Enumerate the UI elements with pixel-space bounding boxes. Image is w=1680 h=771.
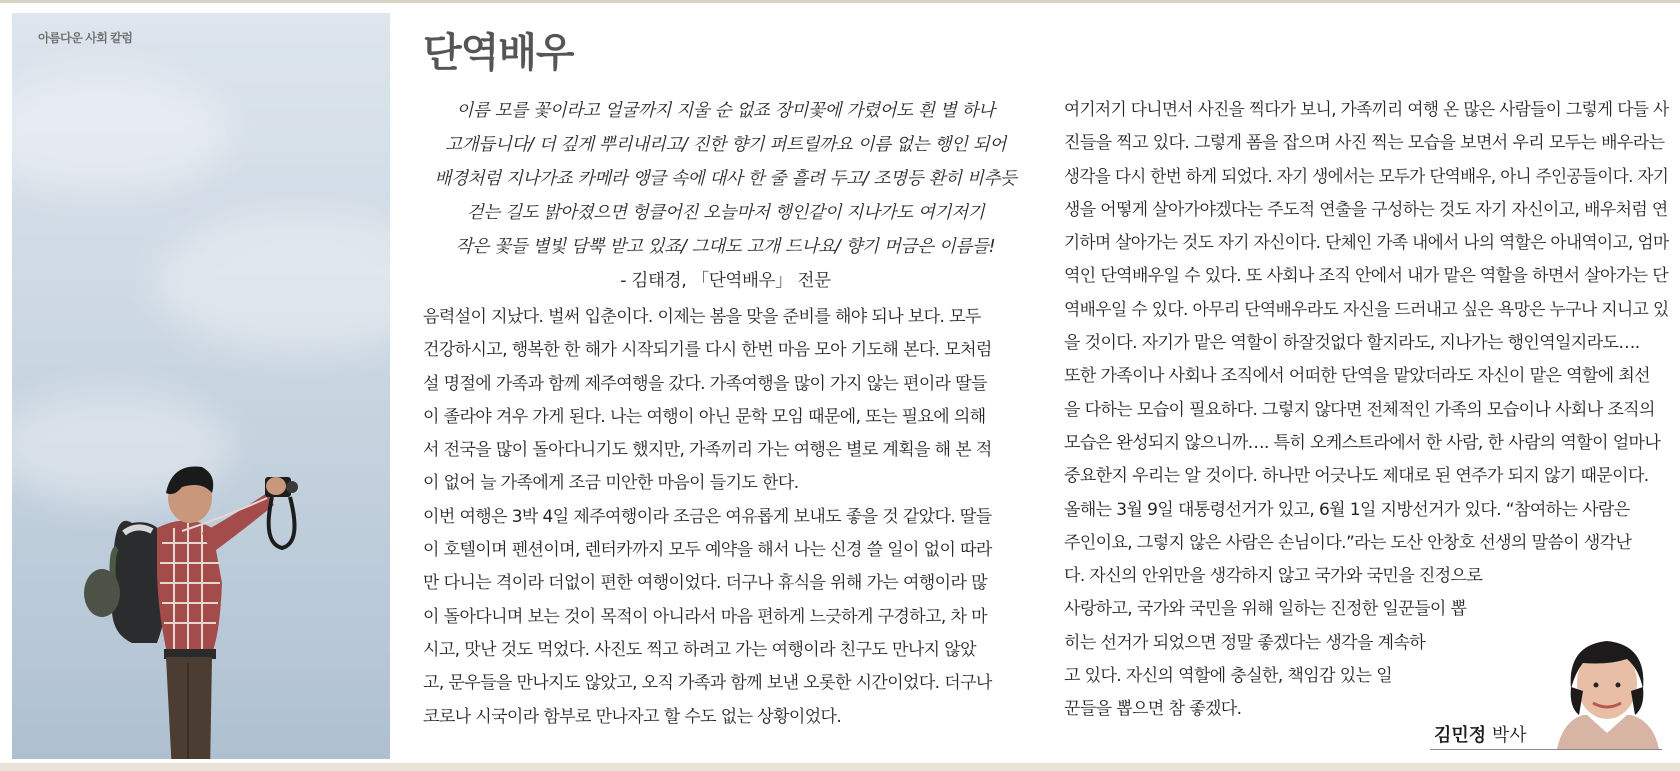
body-line: 을 것이다. 자기가 맡은 역할이 하잘것없다 할지라도, 지나가는 행인역일지라도…. bbox=[1064, 333, 1640, 354]
body-line: 올해는 3월 9일 대통령선거가 있고, 6월 1일 지방선거가 있다. “참여하는 사람은 bbox=[1064, 499, 1630, 520]
body-line: 중요한지 우리는 알 것이다. 하나만 어긋나도 제대로 된 연주가 되지 않기 때문이다. bbox=[1064, 466, 1649, 487]
body-line: 설 명절에 가족과 함께 제주여행을 갔다. 가족여행을 많이 가지 않는 편이라 딸들 bbox=[423, 373, 987, 394]
body-line: 또한 가족이나 사회나 조직에서 어떠한 단역을 맡았더라도 자신이 맡은 역할에 최선 bbox=[1064, 366, 1650, 387]
body-line: 이 돌아다니며 보는 것이 목적이 아니라서 마음 편하게 느긋하게 구경하고, 차 마 bbox=[423, 606, 987, 627]
hiker-photo bbox=[12, 13, 390, 759]
poem-line: 작은 꽃들 별빛 담뿍 받고 있죠/ 그대도 고개 드나요/ 향기 머금은 이름들! bbox=[455, 237, 996, 257]
body-line: 시고, 맛난 것도 먹었다. 사진도 찍고 하려고 가는 여행이라 친구도 만나지 않았 bbox=[423, 639, 976, 660]
body-line: 이 없어 늘 가족에게 조금 미안한 마음이 들기도 한다. bbox=[423, 473, 799, 494]
body-line: 생을 어떻게 살아가야겠다는 주도적 연출을 구성하는 것도 자기 자신이고, 배우처럼 연 bbox=[1064, 199, 1668, 220]
poem-line: 배경처럼 지나가죠 카메라 앵글 속에 대사 한 줄 흘려 두고/ 조명등 환히 비추듯 bbox=[434, 169, 1017, 189]
body-line: 사랑하고, 국가와 국민을 위해 일하는 진정한 일꾼들이 뽑 bbox=[1064, 599, 1467, 620]
body-line: 생각을 다시 한번 하게 되었다. 자기 생에서는 모두가 단역배우, 아니 주인공들이다. 자기 bbox=[1064, 166, 1669, 187]
poem-line: 고개듭니다/ 더 깊게 뿌리내리고/ 진한 향기 퍼트릴까요 이름 없는 행인 되어 bbox=[445, 135, 1006, 155]
body-line: 꾼들을 뽑으면 참 좋겠다. bbox=[1064, 699, 1242, 720]
body-line: 을 다하는 모습이 필요하다. 그렇지 않다면 전체적인 가족의 모습이나 사회나 조직의 bbox=[1064, 399, 1655, 420]
poem-credit: - 김태경, 「단역배우」 전문 bbox=[620, 271, 831, 291]
body-line: 음력설이 지났다. 벌써 입춘이다. 이제는 봄을 맞을 준비를 해야 되나 보다. 모두 bbox=[423, 307, 981, 327]
author-portrait bbox=[1553, 629, 1661, 749]
article-title: 단역배우 bbox=[423, 30, 574, 76]
photographer-figure bbox=[62, 453, 322, 759]
body-line: 다. 자신의 안위만을 생각하지 않고 국가와 국민을 진정으로 bbox=[1064, 566, 1483, 587]
poem-line: 걷는 길도 밝아졌으면 헝클어진 오늘마저 행인같이 지나가도 여기저기 bbox=[466, 203, 985, 223]
body-line: 서 전국을 많이 돌아다니기도 했지만, 가족끼리 가는 여행은 별로 계획을 해 본 적 bbox=[423, 440, 992, 461]
body-line: 이 졸라야 겨우 가게 된다. 나는 여행이 아닌 문학 모임 때문에, 또는 필요에 의해 bbox=[423, 406, 986, 427]
body-column-left bbox=[423, 301, 1027, 734]
body-line: 역배우일 수 있다. 아무리 단역배우라도 자신을 드러내고 싶은 욕망은 누구나 지니고 있 bbox=[1064, 299, 1669, 320]
body-line: 주인이요, 그렇지 않은 사람은 손님이다.”라는 도산 안창호 선생의 말씀이 생각난 bbox=[1064, 532, 1632, 553]
body-line: 히는 선거가 되었으면 정말 좋겠다는 생각을 계속하 bbox=[1064, 632, 1426, 653]
body-line: 기하며 살아가는 것도 자기 자신이다. 단체인 가족 내에서 나의 역할은 아내역이고, 엄마 bbox=[1064, 233, 1669, 254]
epigraph-poem bbox=[423, 94, 1028, 298]
body-line: 고, 문우들을 만나지도 않았고, 오직 가족과 함께 보낸 오롯한 시간이었다. 더구나 bbox=[423, 673, 992, 694]
byline-divider bbox=[1430, 749, 1662, 750]
body-line: 여기저기 다니면서 사진을 찍다가 보니, 가족끼리 여행 온 많은 사람들이 그렇게 다들 사 bbox=[1064, 100, 1669, 120]
poem-line: 이름 모를 꽃이라고 얼굴까지 지울 순 없죠 장미꽃에 가렸어도 흰 별 하나 bbox=[456, 101, 995, 121]
body-line: 코로나 시국이라 함부로 만나자고 할 수도 없는 상황이었다. bbox=[423, 706, 842, 727]
author-title: 박사 bbox=[1491, 725, 1527, 746]
body-line: 이번 여행은 3박 4일 제주여행이라 조금은 여유롭게 보내도 좋을 것 같았다. 딸들 bbox=[423, 506, 992, 527]
body-line: 건강하시고, 행복한 한 해가 시작되기를 다시 한번 마음 모아 기도해 본다. 모처럼 bbox=[423, 340, 992, 361]
author-name: 김민정 bbox=[1434, 725, 1487, 746]
body-line: 이 호텔이며 펜션이며, 렌터카까지 모두 예약을 해서 나는 신경 쓸 일이 없이 따라 bbox=[423, 540, 992, 561]
body-line: 모습은 완성되지 않으니까…. 특히 오케스트라에서 한 사람, 한 사람의 역할이 얼마나 bbox=[1064, 432, 1661, 453]
body-line: 만 다니는 격이라 더없이 편한 여행이었다. 더구나 휴식을 위해 가는 여행이라 많 bbox=[423, 573, 987, 594]
author-byline bbox=[1434, 721, 1527, 747]
column-label: 아름다운 사회 칼럼 bbox=[38, 31, 133, 45]
body-line: 역인 단역배우일 수 있다. 또 사회나 조직 안에서 내가 맡은 역할을 하면서 살아가는 단 bbox=[1064, 266, 1668, 287]
body-line: 진들을 찍고 있다. 그렇게 폼을 잡으며 사진 찍는 모습을 보면서 우리 모두는 배우라는 bbox=[1064, 133, 1665, 154]
body-line: 고 있다. 자신의 역할에 충실한, 책임감 있는 일 bbox=[1064, 666, 1393, 687]
